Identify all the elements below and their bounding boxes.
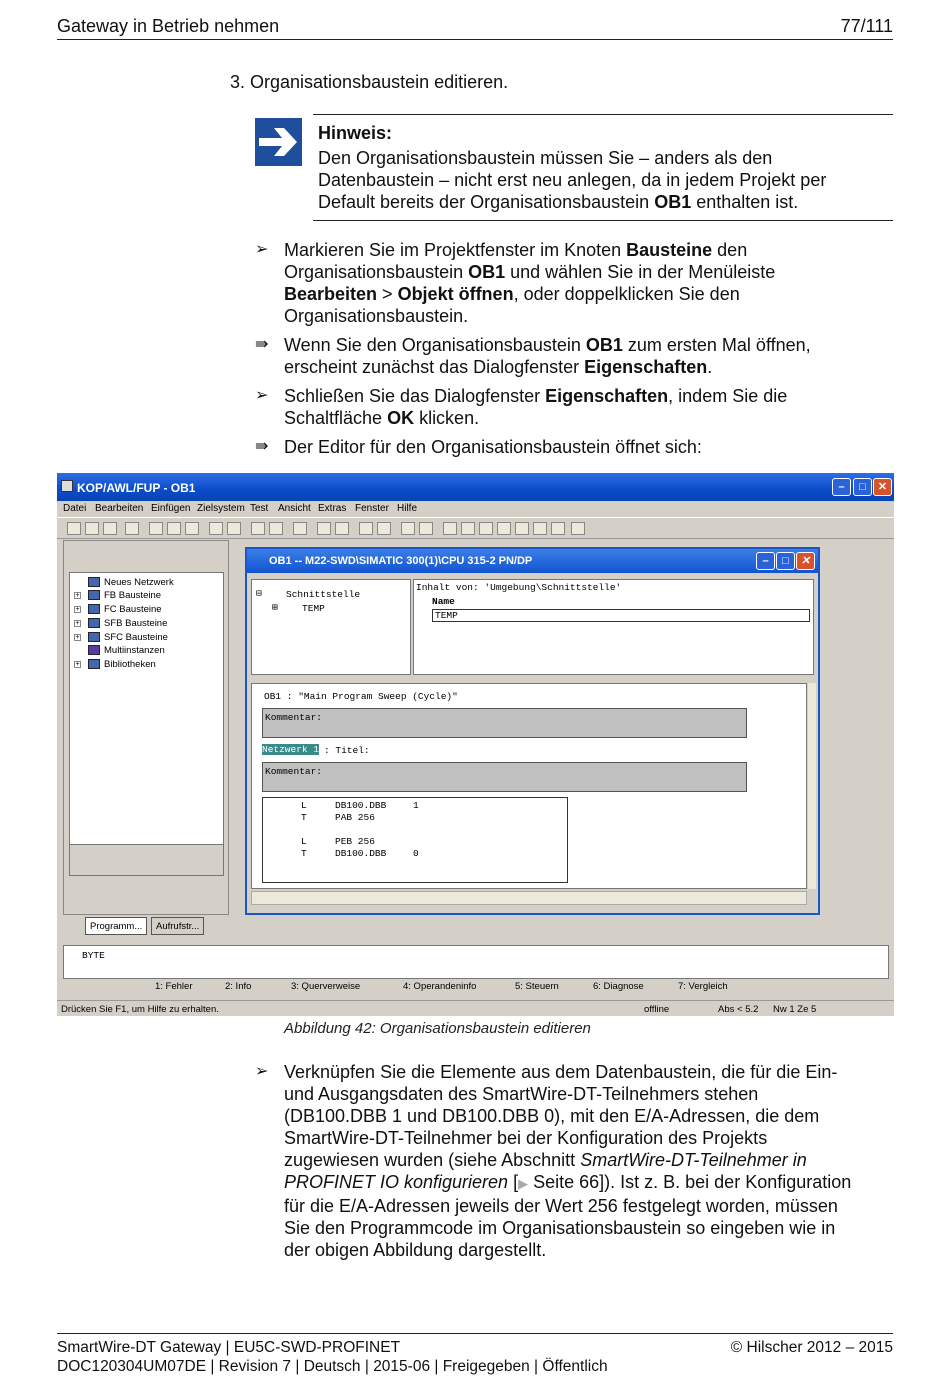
opcode: L <box>301 836 307 847</box>
footer-copyright: © Hilscher 2012 – 2015 <box>730 1339 893 1356</box>
menu-extras[interactable]: Extras <box>318 503 347 514</box>
operand-value: 1 <box>413 800 419 811</box>
result-item <box>255 436 885 458</box>
window-titlebar <box>57 473 894 501</box>
page-number: 77/111 <box>840 16 893 36</box>
tree-item[interactable]: Multiinstanzen <box>104 645 165 656</box>
expand-icon[interactable]: + <box>75 592 80 599</box>
tab-aufrufstruktur[interactable]: Aufrufstr... <box>151 917 204 935</box>
ob1-titlebar <box>247 549 818 573</box>
bullet-bold: Bearbeiten <box>284 284 378 304</box>
minimize-icon[interactable]: – <box>756 552 775 570</box>
redo-icon[interactable] <box>227 522 241 535</box>
result-text: zum ersten Mal öffnen, <box>622 335 811 355</box>
cut-icon[interactable] <box>149 522 163 535</box>
bullet-text: Organisationsbaustein. <box>284 306 469 326</box>
bullet-text: Verknüpfen Sie die Elemente aus dem Datenbaustein, die für die Ein- <box>284 1062 838 1082</box>
program-tree <box>69 572 224 876</box>
block-icon <box>88 618 100 628</box>
expand-icon[interactable]: + <box>75 620 80 627</box>
tree-item[interactable]: FC Bausteine <box>104 604 162 615</box>
tab-programm[interactable]: Programm... <box>85 917 147 935</box>
tab-fehler[interactable]: 1: Fehler <box>155 981 193 992</box>
save-icon[interactable] <box>103 522 117 535</box>
note-line: enthalten ist. <box>691 192 799 212</box>
tree-item[interactable]: Bibliotheken <box>104 659 156 670</box>
menu-zielsystem[interactable]: Zielsystem <box>197 503 245 514</box>
contact-nc-icon[interactable] <box>461 522 475 535</box>
box-icon[interactable] <box>497 522 511 535</box>
filter2-icon[interactable] <box>377 522 391 535</box>
block-icon <box>88 604 100 614</box>
branch-close-icon[interactable] <box>533 522 547 535</box>
result-item <box>255 334 885 378</box>
expand-icon[interactable]: + <box>75 606 80 613</box>
bullet-item <box>255 1061 885 1261</box>
block-icon <box>88 632 100 642</box>
block-icon <box>88 590 100 600</box>
tree-item[interactable]: FB Bausteine <box>104 590 162 601</box>
paste-icon[interactable] <box>185 522 199 535</box>
vertical-scrollbar[interactable] <box>808 683 816 889</box>
network-icon <box>88 577 100 587</box>
bullet-item <box>255 385 885 429</box>
horizontal-scrollbar[interactable] <box>251 891 807 905</box>
status-bar <box>57 1000 894 1016</box>
block-title: OB1 : "Main Program Sweep (Cycle)" <box>264 691 458 702</box>
status-position: Nw 1 Ze 5 <box>773 1004 817 1015</box>
bullet-text: Seite 66]). Ist z. B. bei der Konfiguration <box>528 1172 852 1192</box>
tree-item[interactable]: Neues Netzwerk <box>104 577 174 588</box>
menu-datei[interactable]: Datei <box>63 503 87 514</box>
result-marker: ⇛ <box>255 438 269 455</box>
bullet-text: Organisationsbaustein <box>284 262 469 282</box>
bullet-bold: OB1 <box>468 262 506 282</box>
note-line: Datenbaustein – nicht erst neu anlegen, da in jedem Projekt per <box>318 170 827 190</box>
network-icon[interactable] <box>317 522 331 535</box>
bullet-text: SmartWire-DT-Teilnehmer bei der Konfiguration des Projekts <box>284 1128 768 1148</box>
bullet-bold: Bausteine <box>626 240 713 260</box>
interface-item[interactable]: Schnittstelle <box>286 589 361 600</box>
bullet-marker: ➢ <box>255 387 269 404</box>
footer-doc-info: DOC120304UM07DE | Revision 7 | Deutsch | 2015-06 | Freigegeben | Öffentlich <box>57 1358 608 1375</box>
note-title: Hinweis: <box>318 123 393 143</box>
arrow-right-icon <box>255 118 302 166</box>
comment-label: Kommentar: <box>265 712 323 723</box>
help-icon[interactable] <box>571 522 585 535</box>
close-icon[interactable]: ✕ <box>796 552 815 570</box>
app-icon <box>61 480 73 492</box>
table-row[interactable]: TEMP <box>432 609 810 622</box>
operand: DB100.DBB <box>335 800 387 811</box>
expand-icon[interactable]: + <box>75 634 80 641</box>
opcode: L <box>301 800 307 811</box>
undo-icon[interactable] <box>209 522 223 535</box>
note-line: Default bereits der Organisationsbaustein <box>318 192 655 212</box>
tab-steuern[interactable]: 5: Steuern <box>515 981 559 992</box>
cross-reference-link[interactable]: SmartWire-DT-Teilnehmer in <box>580 1150 807 1170</box>
coil-icon[interactable] <box>479 522 493 535</box>
expand-icon[interactable]: ⊞ <box>272 602 278 613</box>
status-offline: offline <box>644 1004 670 1015</box>
monitor-icon[interactable] <box>335 522 349 535</box>
details-icon[interactable] <box>419 522 433 535</box>
opcode: T <box>301 812 307 823</box>
statement-block[interactable] <box>262 797 568 883</box>
menu-test[interactable]: Test <box>250 503 269 514</box>
operand-value: 0 <box>413 848 419 859</box>
result-bold: OB1 <box>585 335 623 355</box>
bullet-bold: OK <box>387 408 415 428</box>
upload-icon[interactable] <box>269 522 283 535</box>
note-bold: OB1 <box>654 192 692 212</box>
tab-vergleich[interactable]: 7: Vergleich <box>678 981 728 992</box>
comment-label: Kommentar: <box>265 766 323 777</box>
multiinstance-icon <box>88 645 100 655</box>
window-icon[interactable] <box>293 522 307 535</box>
maximize-icon[interactable]: □ <box>776 552 795 570</box>
step-heading: 3. Organisationsbaustein editieren. <box>230 72 509 92</box>
open-icon[interactable] <box>85 522 99 535</box>
footer-product: SmartWire-DT Gateway | EU5C-SWD-PROFINET <box>57 1339 401 1356</box>
menu-hilfe[interactable]: Hilfe <box>397 503 418 514</box>
bullet-text: Schließen Sie das Dialogfenster <box>284 386 546 406</box>
bullet-text: , indem Sie die <box>668 386 788 406</box>
note-box <box>313 114 893 221</box>
interface-item[interactable]: TEMP <box>302 603 325 614</box>
ob1-window <box>245 547 820 915</box>
operand: DB100.DBB <box>335 848 387 859</box>
result-text: . <box>707 357 713 377</box>
bullet-text: und wählen Sie in der Menüleiste <box>505 262 776 282</box>
filter-icon[interactable] <box>359 522 373 535</box>
connection-icon[interactable] <box>551 522 565 535</box>
bullet-text: , oder doppelklicken Sie den <box>513 284 740 304</box>
result-text: erscheint zunächst das Dialogfenster <box>284 357 585 377</box>
tab-querverweise[interactable]: 3: Querverweise <box>291 981 361 992</box>
menu-fenster[interactable]: Fenster <box>355 503 389 514</box>
close-icon[interactable]: ✕ <box>873 478 892 496</box>
result-text: Der Editor für den Organisationsbaustein öffnet sich: <box>284 437 702 457</box>
expand-icon[interactable]: + <box>75 661 80 668</box>
menu-einfuegen[interactable]: Einfügen <box>151 503 191 514</box>
header-title: Gateway in Betrieb nehmen <box>57 16 280 36</box>
bullet-text: zugewiesen wurden (siehe Abschnitt <box>284 1150 581 1170</box>
menu-bar <box>57 501 894 517</box>
bullet-text: Markieren Sie im Projektfenster im Knoten <box>284 240 627 260</box>
result-text: Wenn Sie den Organisationsbaustein <box>284 335 586 355</box>
cross-reference-link[interactable]: PROFINET IO konfigurieren <box>284 1172 509 1192</box>
contact-no-icon[interactable] <box>443 522 457 535</box>
download-icon[interactable] <box>251 522 265 535</box>
output-window <box>63 945 889 979</box>
new-icon[interactable] <box>67 522 81 535</box>
bullet-text: Schaltfläche <box>284 408 388 428</box>
detail-box <box>69 844 224 876</box>
overview-icon[interactable] <box>401 522 415 535</box>
status-help: Drücken Sie F1, um Hilfe zu erhalten. <box>61 1004 219 1015</box>
bullet-bold: Objekt öffnen <box>397 284 514 304</box>
output-text: BYTE <box>82 950 105 961</box>
minimize-icon[interactable]: – <box>832 478 851 496</box>
bullet-text: für die E/A-Adressen jeweils der Wert 256 festgelegt worden, müssen <box>284 1196 838 1216</box>
library-icon <box>88 659 100 669</box>
operand: PAB 256 <box>335 812 375 823</box>
note-line: Den Organisationsbaustein müssen Sie – anders als den <box>318 148 773 168</box>
bullet-bold: Eigenschaften <box>545 386 669 406</box>
ob1-title: OB1 -- M22-SWD\SIMATIC 300(1)\CPU 315-2 PN/DP <box>269 555 533 567</box>
code-editor[interactable] <box>251 683 807 889</box>
menu-ansicht[interactable]: Ansicht <box>278 503 311 514</box>
project-panel <box>63 540 229 915</box>
declaration-header: Inhalt von: 'Umgebung\Schnittstelle' <box>416 582 622 593</box>
tree-item[interactable]: SFB Bausteine <box>104 618 168 629</box>
page-footer <box>57 1333 893 1376</box>
figure-caption: Abbildung 42: Organisationsbaustein editieren <box>284 1020 591 1037</box>
bullet-text: klicken. <box>414 408 480 428</box>
network-label: Netzwerk 1 <box>262 744 320 755</box>
result-marker: ⇛ <box>255 336 269 353</box>
bullet-text: [ <box>508 1172 519 1192</box>
opcode: T <box>301 848 307 859</box>
bullet-text: den <box>712 240 748 260</box>
bullet-text: > <box>377 284 398 304</box>
bullet-text: Sie den Programmcode im Organisationsbaustein so eingeben wie in <box>284 1218 836 1238</box>
print-icon[interactable] <box>125 522 139 535</box>
tab-operandeninfo[interactable]: 4: Operandeninfo <box>403 981 477 992</box>
bullet-text: und Ausgangsdaten des SmartWire-DT-Teilnehmers stehen <box>284 1084 759 1104</box>
column-name: Name <box>432 596 455 607</box>
tree-item[interactable]: SFC Bausteine <box>104 632 168 643</box>
expand-icon[interactable]: ⊟ <box>256 588 262 599</box>
interface-tree <box>251 579 411 675</box>
editor-screenshot <box>57 473 894 1016</box>
operand: PEB 256 <box>335 836 375 847</box>
status-abs: Abs < 5.2 <box>718 1004 759 1015</box>
comment-field[interactable] <box>262 762 747 792</box>
page-header <box>57 14 893 40</box>
comment-field[interactable] <box>262 708 747 738</box>
tab-info[interactable]: 2: Info <box>225 981 252 992</box>
bullet-text: (DB100.DBB 1 und DB100.DBB 0), mit den E/A-Adressen, die dem <box>284 1106 820 1126</box>
tab-diagnose[interactable]: 6: Diagnose <box>593 981 644 992</box>
result-bold: Eigenschaften <box>584 357 708 377</box>
bullet-marker: ➢ <box>255 1063 269 1080</box>
window-title: KOP/AWL/FUP - OB1 <box>77 481 196 495</box>
maximize-icon[interactable]: □ <box>853 478 872 496</box>
network-title[interactable]: : Titel: <box>324 745 370 756</box>
bullet-marker: ➢ <box>255 241 269 258</box>
menu-bearbeiten[interactable]: Bearbeiten <box>95 503 144 514</box>
branch-open-icon[interactable] <box>515 522 529 535</box>
bullet-text: der obigen Abbildung dargestellt. <box>284 1240 547 1260</box>
copy-icon[interactable] <box>167 522 181 535</box>
bullet-item <box>255 239 885 327</box>
triangle-right-icon[interactable]: ▶ <box>518 1176 529 1191</box>
output-tabs <box>63 980 889 996</box>
toolbar <box>57 517 894 539</box>
declaration-table <box>413 579 814 675</box>
